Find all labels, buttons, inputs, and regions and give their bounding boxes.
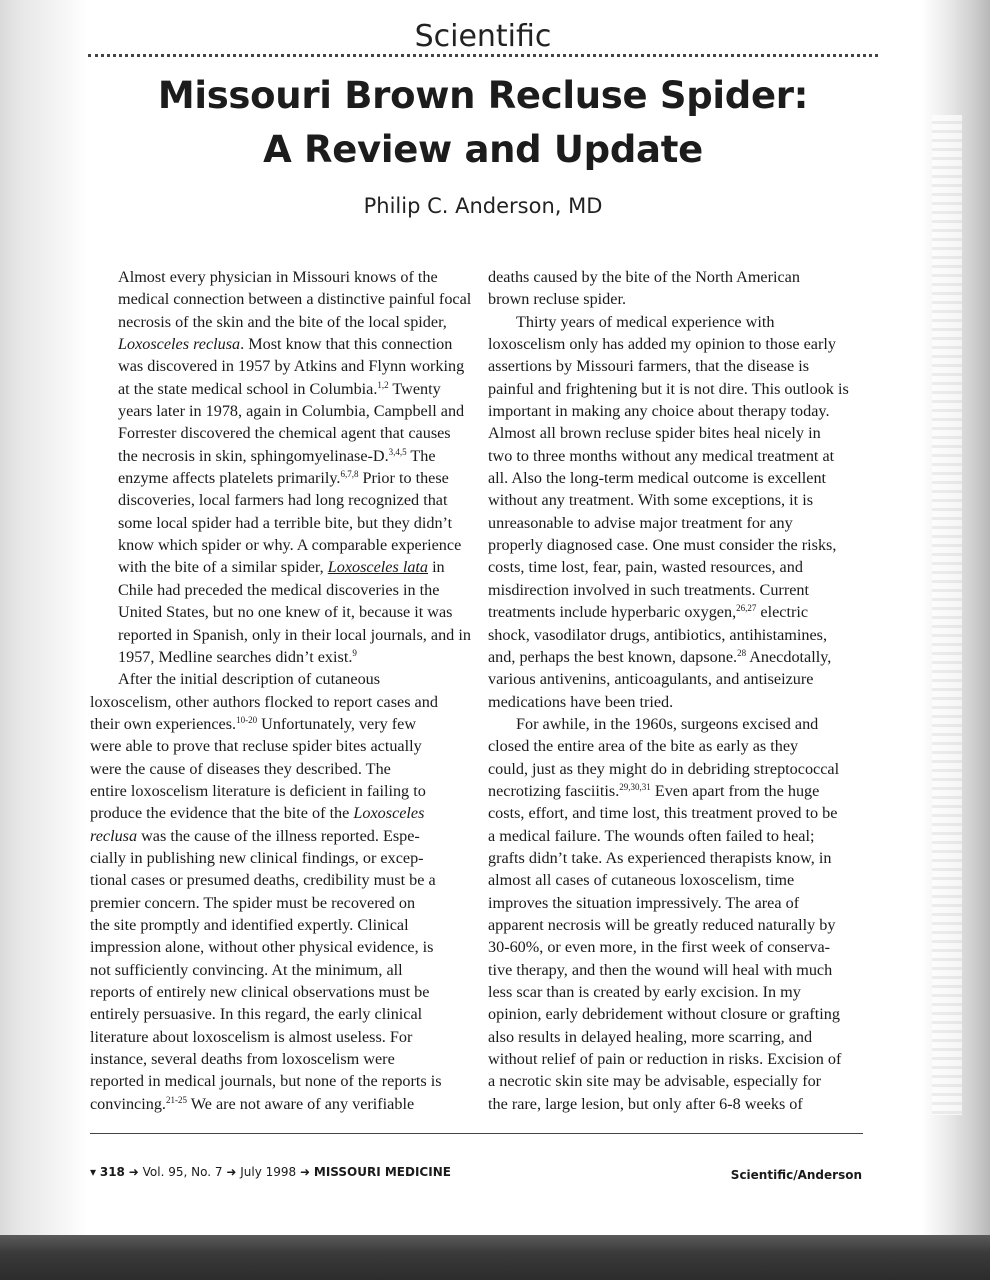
section-header xyxy=(88,18,878,62)
paragraph: For awhile, in the 1960s, surgeons excised and xyxy=(516,714,819,733)
paragraph: loxoscelism only has added my opinion to those early assertions by Missouri farmers, that the disease is painful and frightening but it is not dire. This outlook is important in making any choice about therapy today. Almost all brown recluse spider bites heal nicely in two to three months without any medical treatment at all. Also the long-term medical outcome is excellent without any treatment. With some exceptions, it is unreasonable to advise major treatment for any properly diagnosed case. One must consider the risks, costs, time lost, fear, pain, wasted resources, and misdirection involved in such treatments. Current treatments include hyperbaric oxygen,$^{26,27}$ electric shock, vasodilator drugs, antibiotics, antihistamines, and, perhaps the best known, dapsone.$^{28}$ Anecdotally, various antivenins, anticoagulants, and antiseizure medications have been tried. xyxy=(488,335,849,711)
issue-date: July 1998 xyxy=(240,1165,297,1179)
arrow-icon: ➜ xyxy=(128,1165,139,1179)
article-title-line-2: A Review and Update xyxy=(263,128,703,171)
body-column-left xyxy=(90,266,473,1115)
scan-bottom-edge xyxy=(0,1235,990,1280)
footer-rule xyxy=(90,1133,863,1134)
paragraph: Thirty years of medical experience with xyxy=(516,312,775,331)
paragraph: After the initial description of cutaneous xyxy=(118,670,381,689)
arrow-icon: ➜ xyxy=(226,1165,237,1179)
paragraph: Almost every physician in Missouri knows of the medical connection between a distinctive painful focal necrosis of the skin and the bite of the local spider, Loxosceles reclusa. Most know that this connection was discovered in 1957 by Atkins and Flynn working at the state medical school in Columbia.$^{1,2}$ Twenty years later in 1978, again in Columbia, Campbell and Forrester discovered the chemical agent that causes the necrosis in skin, sphingomyelinase-D.$^{3,4,5}$ The enzyme affects platelets primarily.$^{6,7,8}$ Prior to these discoveries, local farmers had long recognized that some local spider had a terrible bite, but they didn’t know which spider or why. A comparable experience with the bite of a similar spider, Loxosceles lata in Chile had preceded the medical discoveries in the United States, but no one knew of it, because it was reported in Spanish, only in their local journals, and in 1957, Medline searches didn’t exist.$^9$ xyxy=(118,268,472,666)
body-column-right xyxy=(488,266,875,1115)
paragraph: closed the entire area of the bite as early as they could, just as they might do in debriding streptococcal necrotizing fasciitis.$^{29,30,31}$ Even apart from the huge costs, effort, and time lost, this treatment proved to be a medical failure. The wounds often failed to heal; grafts didn’t take. As experienced therapists know, in almost all cases of cutaneous loxoscelism, time improves the situation impressively. The area of apparent necrosis will be greatly reduced naturally by 30-60%, or even more, in the first week of conserva- tive therapy, and then the wound will heal with much less scar than is created by early excision. In my opinion, early debridement without closure or grafting also results in delayed healing, more scarring, and without relief of pain or reduction in risks. Excision of a necrotic skin site may be advisable, especially for the rare, large lesion, but only after 6-8 weeks of xyxy=(488,737,842,1113)
section-label: Scientific xyxy=(407,19,560,54)
running-head: Scientific/Anderson xyxy=(730,1168,862,1182)
article-title-line-1: Missouri Brown Recluse Spider: xyxy=(157,74,809,117)
volume-issue: Vol. 95, No. 7 xyxy=(142,1165,223,1179)
footer-citation xyxy=(90,1165,451,1179)
page-number: 318 xyxy=(99,1165,125,1179)
page-edge-shadow xyxy=(922,0,990,1235)
author-byline: Philip C. Anderson, MD xyxy=(363,194,603,218)
journal-name: MISSOURI MEDICINE xyxy=(313,1165,451,1179)
arrow-icon: ➜ xyxy=(299,1165,311,1179)
paragraph: loxoscelism, other authors flocked to report cases and their own experiences.$^{10-20}$ Unfortunately, very few were able to prove that recluse spider bites actually were the cause of diseases they described. The entire loxoscelism literature is deficient in failing to produce the evidence that the bite of the Loxosceles reclusa was the cause of the illness reported. Espe- cially in publishing new clinical findings, or excep- tional cases or presumed deaths, credibility must be a premier concern. The spider must be recovered on the site promptly and identified expertly. Clinical impression alone, without other physical evidence, is not sufficiently convincing. At the minimum, all reports of entirely new clinical observations must be entirely persuasive. In this regard, the early clinical literature about loxoscelism is almost useless. For instance, several deaths from loxoscelism were reported in medical journals, but none of the reports is convincing.$^{21-25}$ We are not aware of any verifiable xyxy=(90,692,442,1113)
page-binding-shadow xyxy=(0,0,88,1235)
paragraph: deaths caused by the bite of the North American brown recluse spider. xyxy=(488,268,800,309)
footer-marker: ▾ xyxy=(90,1165,97,1179)
